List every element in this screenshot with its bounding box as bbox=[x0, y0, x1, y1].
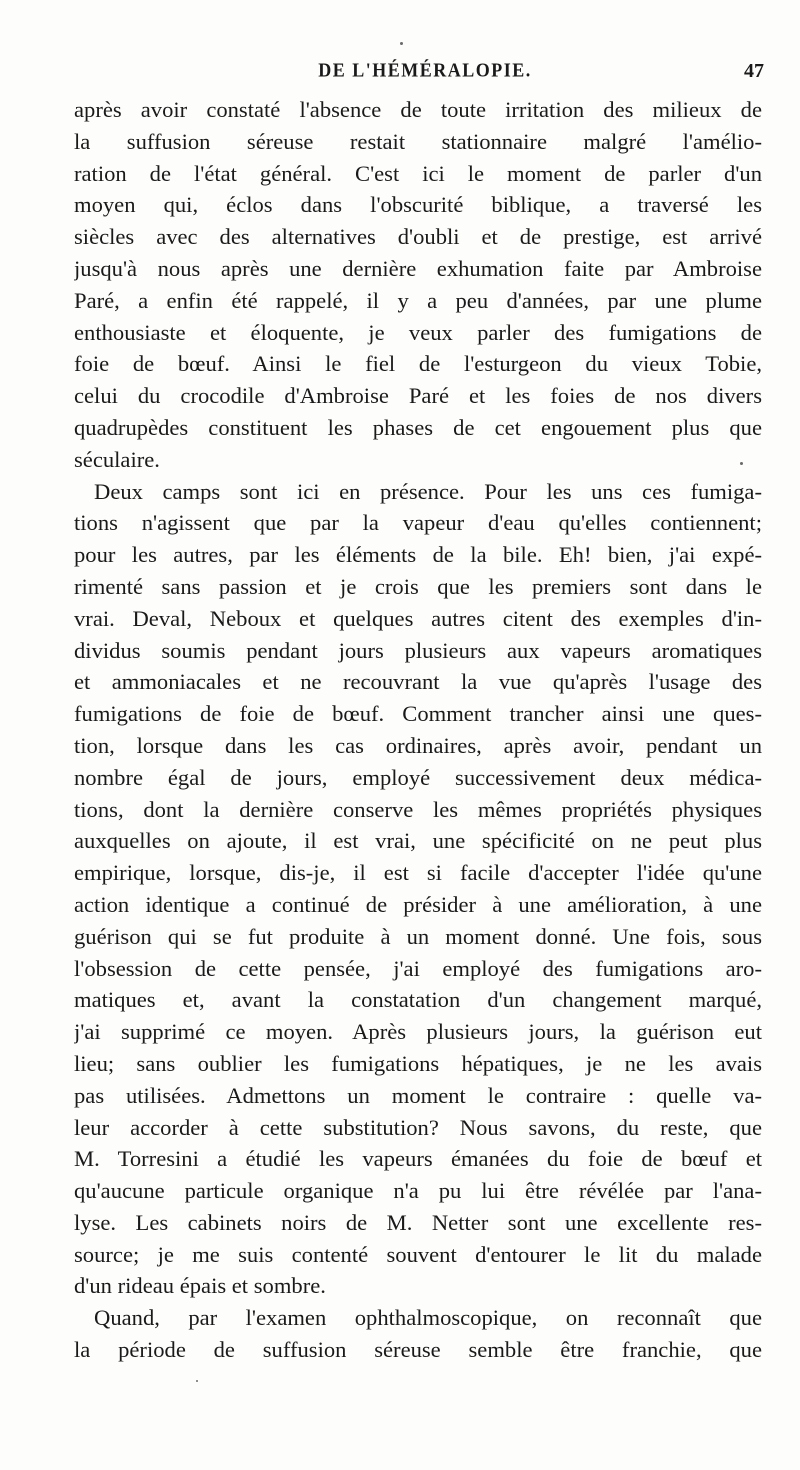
text-line: enthousiaste et éloquente, je veux parler des fumigations de bbox=[74, 319, 762, 345]
text-line: siècles avec des alternatives d'oubli et de prestige, est arrivé bbox=[74, 224, 762, 250]
text-line: nombre égal de jours, employé successivement deux médica- bbox=[74, 764, 762, 790]
text-line: ration de l'état général. C'est ici le moment de parler d'un bbox=[74, 160, 762, 186]
text-line: l'obsession de cette pensée, j'ai employé des fumigations aro- bbox=[74, 955, 762, 981]
text-line: fumigations de foie de bœuf. Comment trancher ainsi une ques- bbox=[74, 701, 762, 727]
text-line: jusqu'à nous après une dernière exhumation faite par Ambroise bbox=[74, 255, 762, 281]
text-line: matiques et, avant la constatation d'un changement marqué, bbox=[74, 987, 762, 1013]
paragraph-start-line: Deux camps sont ici en présence. Pour les uns ces fumiga- bbox=[94, 478, 762, 504]
text-line: lieu; sans oublier les fumigations hépatiques, je ne les avais bbox=[74, 1050, 762, 1076]
page-number: 47 bbox=[744, 60, 764, 82]
paragraph-start-line: Quand, par l'examen ophthalmoscopique, on reconnaît que bbox=[94, 1305, 762, 1331]
text-line: la période de suffusion séreuse semble être franchie, que bbox=[74, 1337, 762, 1363]
text-line: foie de bœuf. Ainsi le fiel de l'esturgeon du vieux Tobie, bbox=[74, 351, 762, 377]
paragraph-end-line: séculaire. bbox=[74, 446, 160, 472]
text-line: dividus soumis pendant jours plusieurs aux vapeurs aromatiques bbox=[74, 637, 762, 663]
text-line: leur accorder à cette substitution? Nous savons, du reste, que bbox=[74, 1114, 762, 1140]
body-text bbox=[74, 94, 762, 1366]
text-line: quadrupèdes constituent les phases de cet engouement plus que bbox=[74, 414, 762, 440]
paragraph-end-line: d'un rideau épais et sombre. bbox=[74, 1273, 326, 1299]
text-line: vrai. Deval, Neboux et quelques autres citent des exemples d'in- bbox=[74, 605, 762, 631]
text-line: après avoir constaté l'absence de toute irritation des milieux de bbox=[74, 97, 762, 122]
text-line: rimenté sans passion et je crois que les premiers sont dans le bbox=[74, 573, 762, 599]
text-line: tion, lorsque dans les cas ordinaires, après avoir, pendant un bbox=[74, 732, 762, 758]
paper-speck bbox=[400, 42, 403, 45]
text-line: pour les autres, par les éléments de la bile. Eh! bien, j'ai expé- bbox=[74, 542, 762, 568]
text-line: la suffusion séreuse restait stationnaire malgré l'amélio- bbox=[74, 128, 762, 154]
text-line: qu'aucune particule organique n'a pu lui être révélée par l'ana- bbox=[74, 1178, 762, 1204]
page-header bbox=[78, 60, 772, 88]
text-line: M. Torresini a étudié les vapeurs émanées du foie de bœuf et bbox=[74, 1146, 762, 1172]
text-line: guérison qui se fut produite à un moment donné. Une fois, sous bbox=[74, 923, 762, 949]
text-line: tions, dont la dernière conserve les mêmes propriétés physiques bbox=[74, 796, 762, 822]
running-title: DE L'HÉMÉRALOPIE. bbox=[318, 58, 532, 81]
text-line: tions n'agissent que par la vapeur d'eau qu'elles contiennent; bbox=[74, 510, 762, 536]
text-line: source; je me suis contenté souvent d'entourer le lit du malade bbox=[74, 1241, 762, 1267]
paper-speck bbox=[196, 1380, 198, 1382]
text-line: auxquelles on ajoute, il est vrai, une spécificité on ne peut plus bbox=[74, 828, 762, 854]
text-line: action identique a continué de présider à une amélioration, à une bbox=[74, 891, 762, 917]
text-line: moyen qui, éclos dans l'obscurité biblique, a traversé les bbox=[74, 192, 762, 218]
text-line: empirique, lorsque, dis-je, il est si facile d'accepter l'idée qu'une bbox=[74, 860, 762, 886]
text-line: Paré, a enfin été rappelé, il y a peu d'années, par une plume bbox=[74, 287, 762, 313]
text-line: pas utilisées. Admettons un moment le contraire : quelle va- bbox=[74, 1082, 762, 1108]
text-line: celui du crocodile d'Ambroise Paré et les foies de nos divers bbox=[74, 383, 762, 409]
text-line: j'ai supprimé ce moyen. Après plusieurs jours, la guérison eut bbox=[74, 1019, 762, 1045]
text-line: lyse. Les cabinets noirs de M. Netter sont une excellente res- bbox=[74, 1209, 762, 1235]
text-line: et ammoniacales et ne recouvrant la vue qu'après l'usage des bbox=[74, 669, 762, 695]
